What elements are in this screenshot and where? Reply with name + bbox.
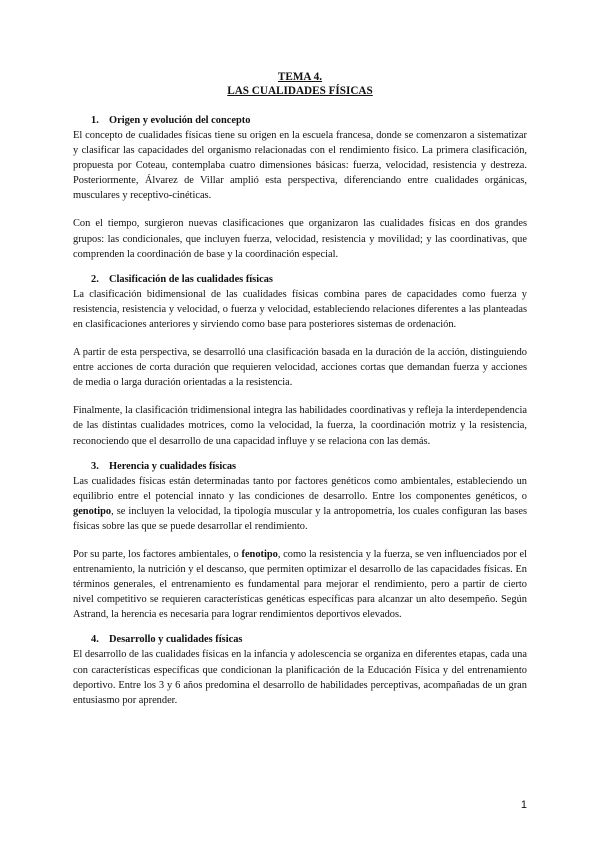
- section-2-number: 2.: [91, 273, 99, 285]
- fenotipo-term: fenotipo: [241, 548, 278, 560]
- section-3-title: Herencia y cualidades físicas: [109, 460, 237, 472]
- p2-text-b: , como la resistencia y la fuerza, se ven influenciados por el entrenamiento, la nutrición y el descanso, que permiten optimizar el desarrollo de las capacidades físicas. En términos generales, el entrenamiento es fundamental para mejorar el rendimiento, pero a partir de cierto nivel competitivo se requieren características genéticas específicas para alcanzar un alto desempeño. Según Astrand, la herencia es necesaria para lograr rendimientos deportivos elevados.: [73, 548, 527, 621]
- section-1-title: Origen y evolución del concepto: [109, 115, 251, 126]
- p1-text-a: Las cualidades físicas están determinadas tanto por factores genéticos como ambientales, estableciendo un equilibrio entre el potencial innato y las condiciones de desarrollo. Entre los componentes genéticos, o: [73, 475, 527, 502]
- section-2-paragraph-2: A partir de esta perspectiva, se desarrolló una clasificación basada en la duración de la acción, distinguiendo entre acciones de corta duración que requieren velocidad, acciones cortas que demandan fuerza y acciones de media o larga duración orientadas a la resistencia.: [73, 347, 527, 389]
- section-2-paragraph-3: Finalmente, la clasificación tridimensional integra las habilidades coordinativas y refleja la interdependencia de las distintas cualidades motrices, como la velocidad, la fuerza, la coordinación motriz y la resistencia, reconociendo que el desarrollo de una capacidad influye y se relaciona con las demás.: [73, 405, 527, 447]
- document-title: [73, 70, 527, 98]
- section-3-heading: [73, 460, 527, 474]
- section-1-number: 1.: [91, 115, 99, 126]
- section-2-title: Clasificación de las cualidades físicas: [109, 273, 273, 285]
- title-line-2: LAS CUALIDADES FÍSICAS: [227, 85, 373, 97]
- section-1-paragraph-1: El concepto de cualidades físicas tiene su origen en la escuela francesa, donde se comenzaron a sistematizar y clasificar las capacidades del organismo relacionadas con el rendimiento físico. La primera clasificación, propuesta por Coteau, contemplaba cuatro dimensiones básicas: fuerza, velocidad, resistencia y destreza. Posteriormente, Álvarez de Villar amplió esta perspectiva, diferenciando entre cualidades orgánicas, musculares y receptivo-cinéticas.: [73, 130, 527, 202]
- section-3-number: 3.: [91, 460, 99, 472]
- p2-text-a: Por su parte, los factores ambientales, o: [73, 548, 242, 560]
- section-4-heading: [73, 633, 527, 647]
- section-1-paragraph-2: Con el tiempo, surgieron nuevas clasificaciones que organizaron las cualidades físicas en dos grandes grupos: las condicionales, que incluyen fuerza, velocidad, resistencia y movilidad; y las coordinativas, que comprenden la coordinación de base y la coordinación especial.: [73, 218, 527, 260]
- section-4-number: 4.: [91, 634, 99, 646]
- section-2-paragraph-1: La clasificación bidimensional de las cualidades físicas combina pares de capacidades como fuerza y resistencia, resistencia y velocidad, o fuerza y velocidad, estableciendo relaciones diferentes a las planteadas en clasificaciones anteriores y sirviendo como base para posteriores sistemas de ordenación.: [73, 288, 527, 330]
- section-2-heading: [73, 273, 527, 287]
- p1-text-b: , se incluyen la velocidad, la tipología muscular y la antropometría, los cuales configuran las bases físicas sobre las que se puede desarrollar el rendimiento.: [73, 505, 527, 532]
- section-3-paragraph-2: [73, 547, 527, 622]
- section-1-heading: [73, 114, 527, 128]
- section-4-title: Desarrollo y cualidades físicas: [109, 634, 243, 646]
- section-3-paragraph-1: [73, 474, 527, 534]
- section-4-paragraph-1: El desarrollo de las cualidades físicas en la infancia y adolescencia se organiza en diferentes etapas, cada una con características específicas que condicionan la planificación de la Educación Física y del entrenamiento deportivo. Entre los 3 y 6 años predomina el desarrollo de habilidades perceptivas, acompañadas de un gran entusiasmo por aprender.: [73, 649, 527, 706]
- document-body: [73, 70, 527, 708]
- genotipo-term: genotipo: [73, 505, 112, 517]
- page-number: 1: [520, 799, 527, 811]
- title-line-1: TEMA 4.: [277, 71, 323, 83]
